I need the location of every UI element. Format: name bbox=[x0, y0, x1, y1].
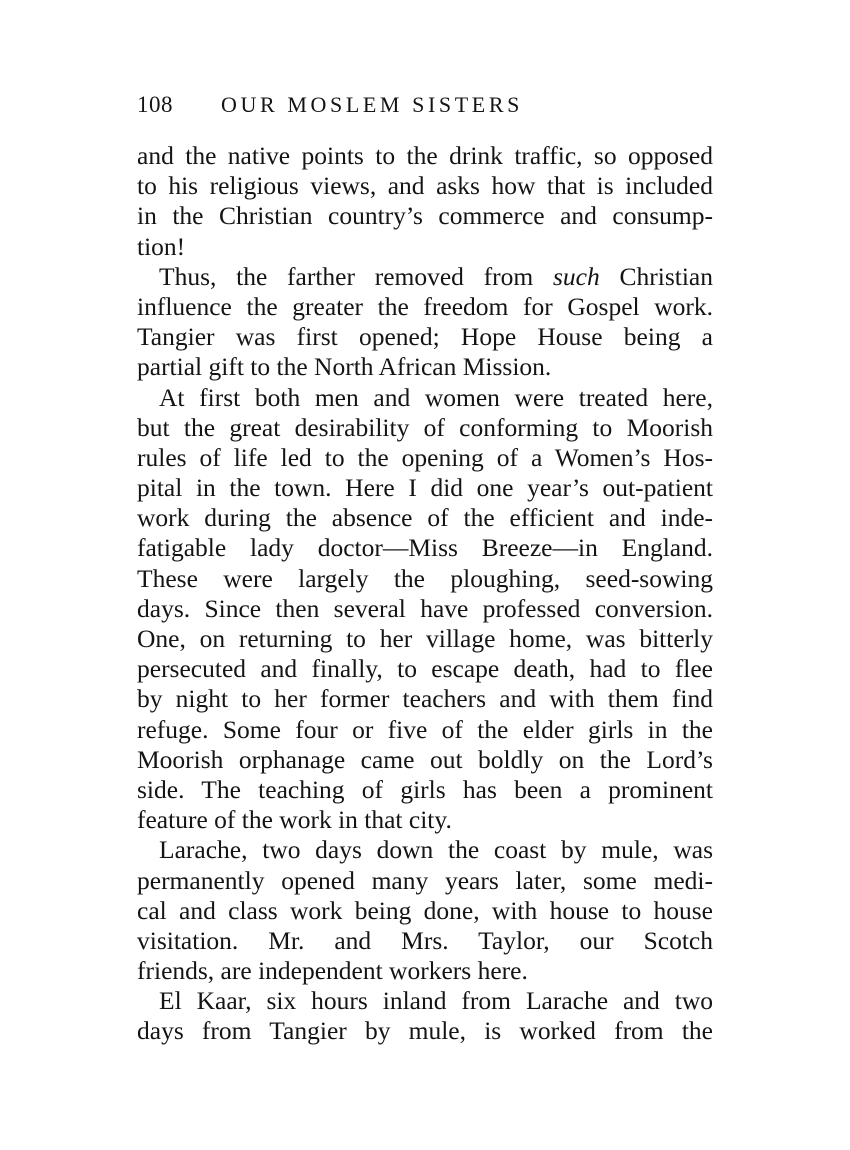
text-line: Larache, two days down the coast by mule, was bbox=[159, 835, 713, 865]
text-line: side. The teaching of girls has been a prominent bbox=[137, 774, 713, 804]
text-line: and the native points to the drink traffic, so opposed bbox=[137, 141, 713, 170]
text-line: days. Since then several have professed conversion. bbox=[137, 593, 713, 623]
text-line: cal and class work being done, with house to house bbox=[137, 895, 713, 925]
text-line: pital in the town. Here I did one year’s out-patient bbox=[137, 473, 713, 503]
emphasized-word: such bbox=[553, 261, 600, 291]
text-line: One, on returning to her village home, was bitterly bbox=[137, 624, 713, 653]
text-line: fatigable lady doctor—Miss Breeze—in England. bbox=[137, 533, 713, 563]
text-line: At first both men and women were treated here, bbox=[159, 382, 713, 412]
paragraph-1 bbox=[137, 141, 713, 262]
text-line: but the great desirability of conforming to Moorish bbox=[137, 412, 713, 442]
text-line-with-emphasis: Thus, the farther removed from such Christian bbox=[159, 261, 713, 291]
text-line: permanently opened many years later, some medi- bbox=[137, 865, 713, 895]
text-line: friends, are independent workers here. bbox=[137, 956, 528, 986]
text-line: persecuted and finally, to escape death, had to flee bbox=[137, 654, 713, 684]
text-line: by night to her former teachers and with them find bbox=[137, 684, 713, 714]
text-line: days from Tangier by mule, is worked from the bbox=[137, 1016, 713, 1046]
paragraph-2 bbox=[137, 262, 713, 383]
text-line: feature of the work in that city. bbox=[137, 805, 452, 835]
text-line: in the Christian country’s commerce and consump- bbox=[137, 201, 713, 231]
text-line: influence the greater the freedom for Gospel work. bbox=[137, 291, 713, 321]
text-line: refuge. Some four or five of the elder girls in the bbox=[137, 714, 713, 744]
text-line: visitation. Mr. and Mrs. Taylor, our Scotch bbox=[137, 925, 713, 955]
paragraph-3 bbox=[137, 383, 713, 836]
page-number: 108 bbox=[137, 92, 173, 117]
running-head bbox=[137, 88, 737, 122]
paragraph-4 bbox=[137, 835, 713, 986]
paragraph-5 bbox=[137, 986, 713, 1046]
text-line: These were largely the ploughing, seed-sowing bbox=[137, 563, 713, 593]
text-line: Tangier was first opened; Hope House being a bbox=[137, 322, 713, 352]
running-title: OUR MOSLEM SISTERS bbox=[221, 92, 523, 117]
text-line: rules of life led to the opening of a Women’s Hos- bbox=[137, 442, 713, 472]
text-line: El Kaar, six hours inland from Larache and two bbox=[159, 986, 713, 1016]
text-line: work during the absence of the efficient and inde- bbox=[137, 503, 713, 533]
text-line: to his religious views, and asks how that is included bbox=[137, 171, 713, 201]
text-line: Moorish orphanage came out boldly on the Lord’s bbox=[137, 744, 713, 774]
body-text bbox=[137, 141, 713, 1047]
text-line: tion! bbox=[137, 231, 186, 261]
text-line: partial gift to the North African Mission. bbox=[137, 352, 552, 382]
